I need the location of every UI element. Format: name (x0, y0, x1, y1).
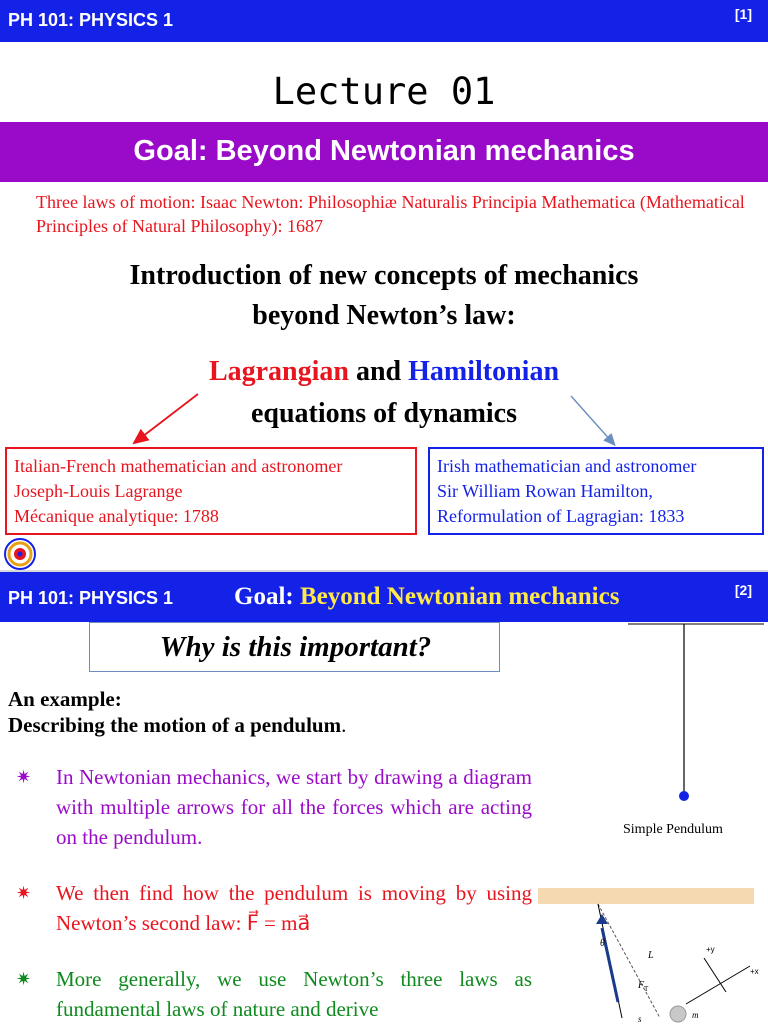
star-bullet-icon: ✷ (16, 767, 32, 787)
example-period: . (341, 713, 347, 737)
bullet-item (16, 964, 532, 1024)
hamilton-box-line-2: Sir William Rowan Hamilton, (437, 481, 653, 501)
tension-label: F (638, 980, 645, 991)
simple-pendulum-label: Simple Pendulum (623, 822, 723, 837)
y-axis-label: +y (706, 945, 715, 954)
x-axis (686, 966, 750, 1004)
goal-text: Goal: Beyond Newtonian mechanics (133, 135, 635, 167)
mass-label: m (692, 1010, 699, 1020)
x-axis-label: +x (750, 967, 759, 976)
lecture-title: Lecture 01 (272, 70, 496, 113)
length-label: L (648, 950, 654, 961)
slide-header (0, 0, 768, 42)
example-line-2 (8, 712, 346, 738)
hamilton-box-line-3: Reformulation of Lagragian: 1833 (437, 506, 685, 526)
lagrange-box-line-1: Italian-French mathematician and astronomer (14, 456, 343, 476)
simple-pendulum-diagram (600, 620, 768, 820)
example-heading (8, 686, 346, 738)
arrow-to-lagrange-box (138, 394, 198, 440)
example-line-2-text: Describing the motion of a pendulum (8, 713, 342, 737)
hamiltonian-word: Hamiltonian (408, 356, 560, 387)
bullet-text: In Newtonian mechanics, we start by drawing a diagram with multiple arrows for all the forces which are acting on the pendulum. (56, 765, 532, 849)
example-line-1: An example: (8, 687, 122, 711)
why-heading: Why is this important? (159, 631, 432, 663)
reference-line (598, 904, 660, 1018)
lagrange-box-line-2: Joseph-Louis Lagrange (14, 481, 183, 501)
institute-logo-icon (4, 538, 36, 570)
slide-title-prefix: Goal: (234, 583, 294, 610)
arrow-to-hamilton-box (571, 396, 612, 442)
hamilton-box-line-1: Irish mathematician and astronomer (437, 456, 697, 476)
bullet-text: More generally, we use Newton’s three laws as fundamental laws of nature and derive (56, 967, 532, 1021)
connector-arrows (0, 388, 768, 448)
lagrange-box-line-3: Mécanique analytique: 1788 (14, 506, 219, 526)
lagrange-info-box (5, 447, 417, 535)
course-title: PH 101: PHYSICS 1 (8, 588, 174, 608)
pendulum-bob (679, 791, 689, 801)
equations-of-dynamics: equations of dynamics (250, 398, 518, 429)
slide-title (234, 583, 619, 611)
slide-title-rest: Beyond Newtonian mechanics (299, 583, 620, 610)
why-box (89, 622, 500, 672)
slide-number: [2] (734, 582, 752, 598)
tension-subscript: T (644, 985, 649, 993)
ceiling (538, 888, 754, 904)
goal-banner (0, 122, 768, 182)
and-word: and (355, 356, 402, 387)
intro-heading (0, 256, 768, 336)
course-title: PH 101: PHYSICS 1 (8, 10, 174, 30)
arc-length-label: s (638, 1014, 642, 1024)
bullet-item (16, 878, 532, 938)
pendulum-force-diagram (538, 884, 768, 1024)
slide-header (0, 572, 768, 622)
newton-laws-note: Three laws of motion: Isaac Newton: Philosophiæ Naturalis Principia Mathematica (Mathematical Principles of Natural Philosophy): 1687 (36, 192, 745, 236)
bullet-text: We then find how the pendulum is moving by using Newton’s second law: F⃗ = ma⃗ (56, 881, 532, 935)
theta-label: θ (600, 938, 605, 949)
lagrangian-hamiltonian-line (0, 354, 768, 390)
intro-heading-line-2: beyond Newton’s law: (252, 300, 516, 331)
mass-bob (670, 1006, 686, 1022)
slide-2 (0, 572, 768, 1024)
slide-number: [1] (734, 6, 752, 22)
star-bullet-icon: ✷ (16, 883, 32, 903)
star-bullet-icon: ✷ (16, 969, 32, 989)
intro-heading-line-1: Introduction of new concepts of mechanics (129, 260, 639, 291)
lagrangian-word: Lagrangian (208, 356, 349, 387)
hamilton-info-box (428, 447, 764, 535)
bullet-item (16, 762, 532, 852)
